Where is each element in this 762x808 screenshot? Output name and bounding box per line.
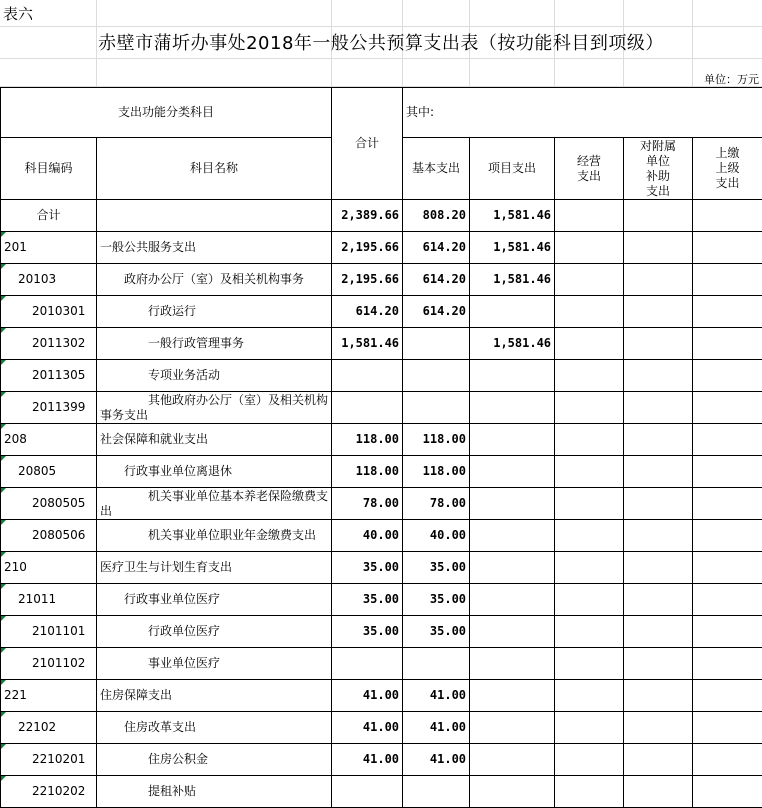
subject-code [1, 680, 97, 712]
amount-operating [555, 360, 624, 392]
subject-code [1, 200, 97, 232]
subject-name [97, 200, 332, 232]
amount-total [332, 392, 403, 424]
amount-upper [693, 200, 762, 232]
amount-operating [555, 200, 624, 232]
subject-code [1, 744, 97, 776]
subject-code-text: 2101102 [32, 656, 85, 670]
amount-project [470, 744, 555, 776]
amount-operating [555, 456, 624, 488]
subject-code-text: 2080505 [32, 496, 85, 510]
amount-upper [693, 392, 762, 424]
amount-basic: 614.20 [403, 264, 470, 296]
subject-code [1, 264, 97, 296]
cell-comment-marker [1, 264, 6, 269]
amount-subsidy [624, 584, 693, 616]
header-upper: 上缴 上级 支出 [693, 138, 762, 200]
amount-subsidy [624, 392, 693, 424]
subject-name: 机关事业单位职业年金缴费支出 [97, 520, 332, 552]
cell-comment-marker [1, 616, 6, 621]
amount-upper [693, 520, 762, 552]
subject-code-text: 2080506 [32, 528, 85, 542]
subject-name: 政府办公厅（室）及相关机构事务 [97, 264, 332, 296]
amount-subsidy [624, 488, 693, 520]
amount-subsidy [624, 456, 693, 488]
cell-comment-marker [1, 680, 6, 685]
subject-code [1, 488, 97, 520]
cell-comment-marker [1, 648, 6, 653]
amount-upper [693, 616, 762, 648]
cell-comment-marker [1, 712, 6, 717]
amount-project [470, 392, 555, 424]
subject-code-text: 2210201 [32, 752, 85, 766]
table-row [1, 328, 762, 360]
amount-upper [693, 584, 762, 616]
amount-operating [555, 552, 624, 584]
grid-line [0, 26, 762, 27]
subject-code-text: 221 [4, 688, 27, 702]
subject-name: 机关事业单位基本养老保险缴费支出 [97, 488, 332, 520]
subject-code [1, 424, 97, 456]
amount-basic: 41.00 [403, 680, 470, 712]
amount-project [470, 520, 555, 552]
amount-operating [555, 328, 624, 360]
amount-basic: 614.20 [403, 296, 470, 328]
amount-basic: 41.00 [403, 712, 470, 744]
amount-operating [555, 264, 624, 296]
subject-code [1, 648, 97, 680]
amount-subsidy [624, 648, 693, 680]
amount-subsidy [624, 744, 693, 776]
amount-basic: 78.00 [403, 488, 470, 520]
table-row [1, 616, 762, 648]
amount-subsidy [624, 424, 693, 456]
subject-code [1, 360, 97, 392]
amount-basic [403, 776, 470, 808]
subject-code-text: 20805 [18, 464, 56, 478]
subject-name: 行政事业单位离退休 [97, 456, 332, 488]
amount-total: 2,195.66 [332, 232, 403, 264]
amount-total: 41.00 [332, 680, 403, 712]
table-row [1, 648, 762, 680]
subject-code [1, 584, 97, 616]
amount-basic [403, 392, 470, 424]
subject-name: 提租补贴 [97, 776, 332, 808]
subject-name: 专项业务活动 [97, 360, 332, 392]
table-row [1, 264, 762, 296]
amount-project [470, 552, 555, 584]
amount-basic [403, 648, 470, 680]
amount-project [470, 584, 555, 616]
cell-comment-marker [1, 776, 6, 781]
amount-project: 1,581.46 [470, 232, 555, 264]
amount-total: 41.00 [332, 744, 403, 776]
cell-comment-marker [1, 744, 6, 749]
amount-operating [555, 488, 624, 520]
amount-upper [693, 712, 762, 744]
amount-basic: 35.00 [403, 616, 470, 648]
amount-upper [693, 488, 762, 520]
header-subsidy: 对附属 单位 补助 支出 [624, 138, 693, 200]
table-row [1, 520, 762, 552]
amount-upper [693, 552, 762, 584]
subject-name: 住房保障支出 [97, 680, 332, 712]
header-category: 支出功能分类科目 [1, 88, 332, 138]
table-row [1, 200, 762, 232]
amount-upper [693, 264, 762, 296]
amount-total: 78.00 [332, 488, 403, 520]
amount-project [470, 488, 555, 520]
amount-project [470, 648, 555, 680]
subject-code [1, 232, 97, 264]
amount-operating [555, 744, 624, 776]
amount-basic [403, 360, 470, 392]
amount-basic: 41.00 [403, 744, 470, 776]
amount-project [470, 424, 555, 456]
amount-operating [555, 232, 624, 264]
subject-code [1, 392, 97, 424]
subject-name: 行政运行 [97, 296, 332, 328]
subject-code-text: 2010301 [32, 304, 85, 318]
header-basic: 基本支出 [403, 138, 470, 200]
header-of-which: 其中: [403, 88, 762, 138]
amount-total: 35.00 [332, 584, 403, 616]
header-project: 项目支出 [470, 138, 555, 200]
subject-name: 事业单位医疗 [97, 648, 332, 680]
amount-subsidy [624, 520, 693, 552]
cell-comment-marker [1, 456, 6, 461]
amount-subsidy [624, 264, 693, 296]
subject-name: 医疗卫生与计划生育支出 [97, 552, 332, 584]
subject-name: 一般行政管理事务 [97, 328, 332, 360]
table-row [1, 552, 762, 584]
amount-subsidy [624, 360, 693, 392]
subject-code-text: 2011302 [32, 336, 85, 350]
amount-basic: 614.20 [403, 232, 470, 264]
amount-upper [693, 296, 762, 328]
header-name: 科目名称 [97, 138, 332, 200]
table-row [1, 360, 762, 392]
amount-basic: 118.00 [403, 456, 470, 488]
amount-total [332, 776, 403, 808]
table-row [1, 232, 762, 264]
sheet-label: 表六 [3, 4, 33, 24]
amount-subsidy [624, 680, 693, 712]
amount-total: 118.00 [332, 456, 403, 488]
table-row [1, 424, 762, 456]
amount-basic: 808.20 [403, 200, 470, 232]
subject-code-text: 22102 [18, 720, 56, 734]
amount-upper [693, 776, 762, 808]
subject-code [1, 776, 97, 808]
amount-subsidy [624, 712, 693, 744]
amount-project [470, 360, 555, 392]
subject-code-text: 合计 [36, 208, 60, 222]
table-row [1, 776, 762, 808]
amount-operating [555, 776, 624, 808]
subject-code-text: 208 [4, 432, 27, 446]
cell-comment-marker [1, 424, 6, 429]
amount-project [470, 712, 555, 744]
cell-comment-marker [1, 584, 6, 589]
amount-project [470, 616, 555, 648]
subject-name: 行政单位医疗 [97, 616, 332, 648]
subject-code [1, 328, 97, 360]
header-operating: 经营 支出 [555, 138, 624, 200]
budget-table [0, 87, 762, 808]
amount-total: 2,195.66 [332, 264, 403, 296]
table-row [1, 488, 762, 520]
amount-upper [693, 360, 762, 392]
subject-code-text: 2101101 [32, 624, 85, 638]
amount-total: 35.00 [332, 552, 403, 584]
amount-operating [555, 520, 624, 552]
amount-project: 1,581.46 [470, 328, 555, 360]
subject-code [1, 296, 97, 328]
amount-operating [555, 712, 624, 744]
subject-code [1, 616, 97, 648]
cell-comment-marker [1, 296, 6, 301]
page-title: 赤壁市蒲圻办事处2018年一般公共预算支出表（按功能科目到项级） [0, 32, 762, 56]
amount-total: 1,581.46 [332, 328, 403, 360]
subject-name: 社会保障和就业支出 [97, 424, 332, 456]
unit-label: 单位：万元 [704, 73, 759, 87]
amount-subsidy [624, 296, 693, 328]
amount-subsidy [624, 232, 693, 264]
subject-name: 行政事业单位医疗 [97, 584, 332, 616]
subject-name: 一般公共服务支出 [97, 232, 332, 264]
amount-total: 41.00 [332, 712, 403, 744]
amount-subsidy [624, 776, 693, 808]
header-total: 合计 [332, 88, 403, 200]
header-code: 科目编码 [1, 138, 97, 200]
subject-code [1, 456, 97, 488]
subject-code [1, 520, 97, 552]
amount-total: 118.00 [332, 424, 403, 456]
amount-operating [555, 296, 624, 328]
amount-basic: 35.00 [403, 584, 470, 616]
amount-total: 2,389.66 [332, 200, 403, 232]
amount-subsidy [624, 200, 693, 232]
amount-operating [555, 392, 624, 424]
subject-code [1, 552, 97, 584]
amount-project [470, 296, 555, 328]
amount-upper [693, 328, 762, 360]
amount-upper [693, 424, 762, 456]
amount-subsidy [624, 328, 693, 360]
cell-comment-marker [1, 328, 6, 333]
cell-comment-marker [1, 360, 6, 365]
subject-code-text: 201 [4, 240, 27, 254]
amount-project: 1,581.46 [470, 200, 555, 232]
amount-total: 35.00 [332, 616, 403, 648]
grid-line [0, 58, 762, 59]
subject-code-text: 20103 [18, 272, 56, 286]
cell-comment-marker [1, 232, 6, 237]
amount-total: 40.00 [332, 520, 403, 552]
amount-operating [555, 584, 624, 616]
amount-upper [693, 232, 762, 264]
table-row [1, 584, 762, 616]
amount-subsidy [624, 552, 693, 584]
amount-project [470, 776, 555, 808]
subject-name: 住房公积金 [97, 744, 332, 776]
amount-upper [693, 456, 762, 488]
amount-project: 1,581.46 [470, 264, 555, 296]
subject-code-text: 2210202 [32, 784, 85, 798]
amount-operating [555, 680, 624, 712]
table-row [1, 744, 762, 776]
table-row [1, 456, 762, 488]
amount-total: 614.20 [332, 296, 403, 328]
cell-comment-marker [1, 520, 6, 525]
cell-comment-marker [1, 552, 6, 557]
table-row [1, 712, 762, 744]
amount-operating [555, 648, 624, 680]
amount-basic: 118.00 [403, 424, 470, 456]
amount-subsidy [624, 616, 693, 648]
amount-upper [693, 648, 762, 680]
amount-project [470, 456, 555, 488]
amount-total [332, 360, 403, 392]
amount-basic [403, 328, 470, 360]
table-row [1, 392, 762, 424]
subject-code-text: 2011305 [32, 368, 85, 382]
amount-total [332, 648, 403, 680]
table-row [1, 680, 762, 712]
subject-code [1, 712, 97, 744]
cell-comment-marker [1, 488, 6, 493]
subject-code-text: 210 [4, 560, 27, 574]
subject-code-text: 2011399 [32, 400, 85, 414]
amount-upper [693, 744, 762, 776]
subject-name: 其他政府办公厅（室）及相关机构事务支出 [97, 392, 332, 424]
amount-operating [555, 424, 624, 456]
amount-project [470, 680, 555, 712]
amount-basic: 40.00 [403, 520, 470, 552]
subject-code-text: 21011 [18, 592, 56, 606]
amount-basic: 35.00 [403, 552, 470, 584]
table-row [1, 296, 762, 328]
cell-comment-marker [1, 392, 6, 397]
subject-name: 住房改革支出 [97, 712, 332, 744]
amount-operating [555, 616, 624, 648]
amount-upper [693, 680, 762, 712]
